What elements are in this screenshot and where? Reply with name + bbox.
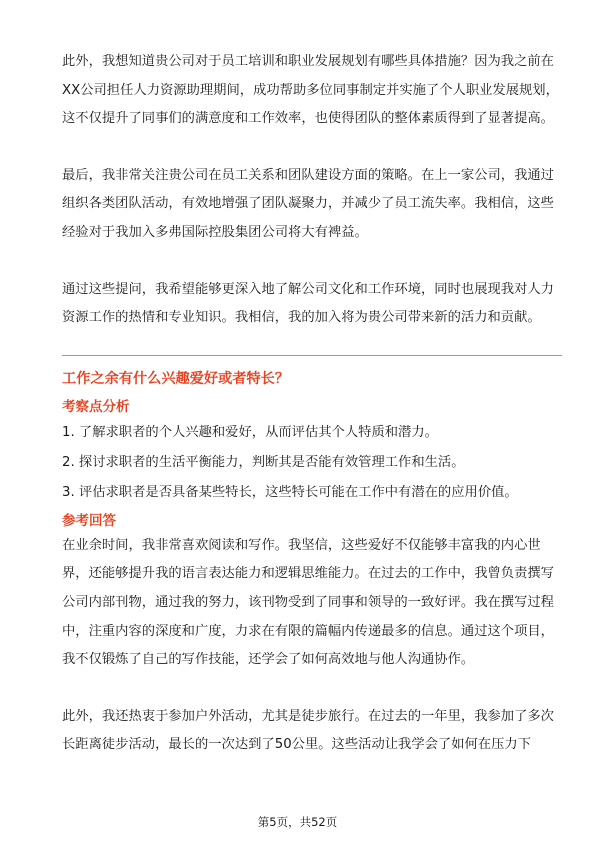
answer-paragraph-hiking: 此外，我还热衷于参加户外活动，尤其是徒步旅行。在过去的一年里，我参加了多次长距离徒步活动，最长的一次达到了50公里。这些活动让我学会了如何在压力下 [62,708,554,753]
paragraph-team-building: 最后，我非常关注贵公司在员工关系和团队建设方面的策略。在上一家公司，我通过组织各类团队活动，有效地增强了团队凝聚力，并减少了员工流失率。我相信，这些经验对于我加入多弗国际控股集团公司将大有裨益。 [62,167,554,240]
list-item: 3. 评估求职者是否具备某些特长，这些特长可能在工作中有潜在的应用价值。 [62,484,518,500]
list-item: 1. 了解求职者的个人兴趣和爱好，从而评估其个人特质和潜力。 [62,424,438,440]
analysis-label: 考察点分析 [62,398,130,415]
question-heading: 工作之余有什么兴趣爱好或者特长？ [62,370,290,387]
list-item: 2. 探讨求职者的生活平衡能力，判断其是否能有效管理工作和生活。 [62,454,465,470]
page-content [62,48,562,760]
answer-paragraph-reading: 在业余时间，我非常喜欢阅读和写作。我坚信，这些爱好不仅能够丰富我的内心世界，还能够提升我的语言表达能力和逻辑思维能力。在过去的工作中，我曾负责撰写公司内部刊物，通过我的努力，该刊物受到了同事和领导的一致好评。我在撰写过程中，注重内容的深度和广度，力求在有限的篇幅内传递最多的信息。通过这个项目，我不仅锻炼了自己的写作技能，还学会了如何高效地与他人沟通协作。 [62,537,554,668]
analysis-list [62,418,562,508]
answer-label: 参考回答 [62,512,116,529]
page-number: 第5页，共52页 [257,815,338,829]
paragraph-training: 此外，我想知道贵公司对于员工培训和职业发展规划有哪些具体措施？因为我之前在XX公司担任人力资源助理期间，成功帮助多位同事制定并实施了个人职业发展规划，这不仅提升了同事们的满意度和工作效率，也使得团队的整体素质得到了显著提高。 [62,54,559,127]
section-divider [62,355,562,356]
paragraph-closing: 通过这些提问，我希望能够更深入地了解公司文化和工作环境，同时也展现我对人力资源工作的热情和专业知识。我相信，我的加入将为贵公司带来新的活力和贡献。 [62,281,554,326]
